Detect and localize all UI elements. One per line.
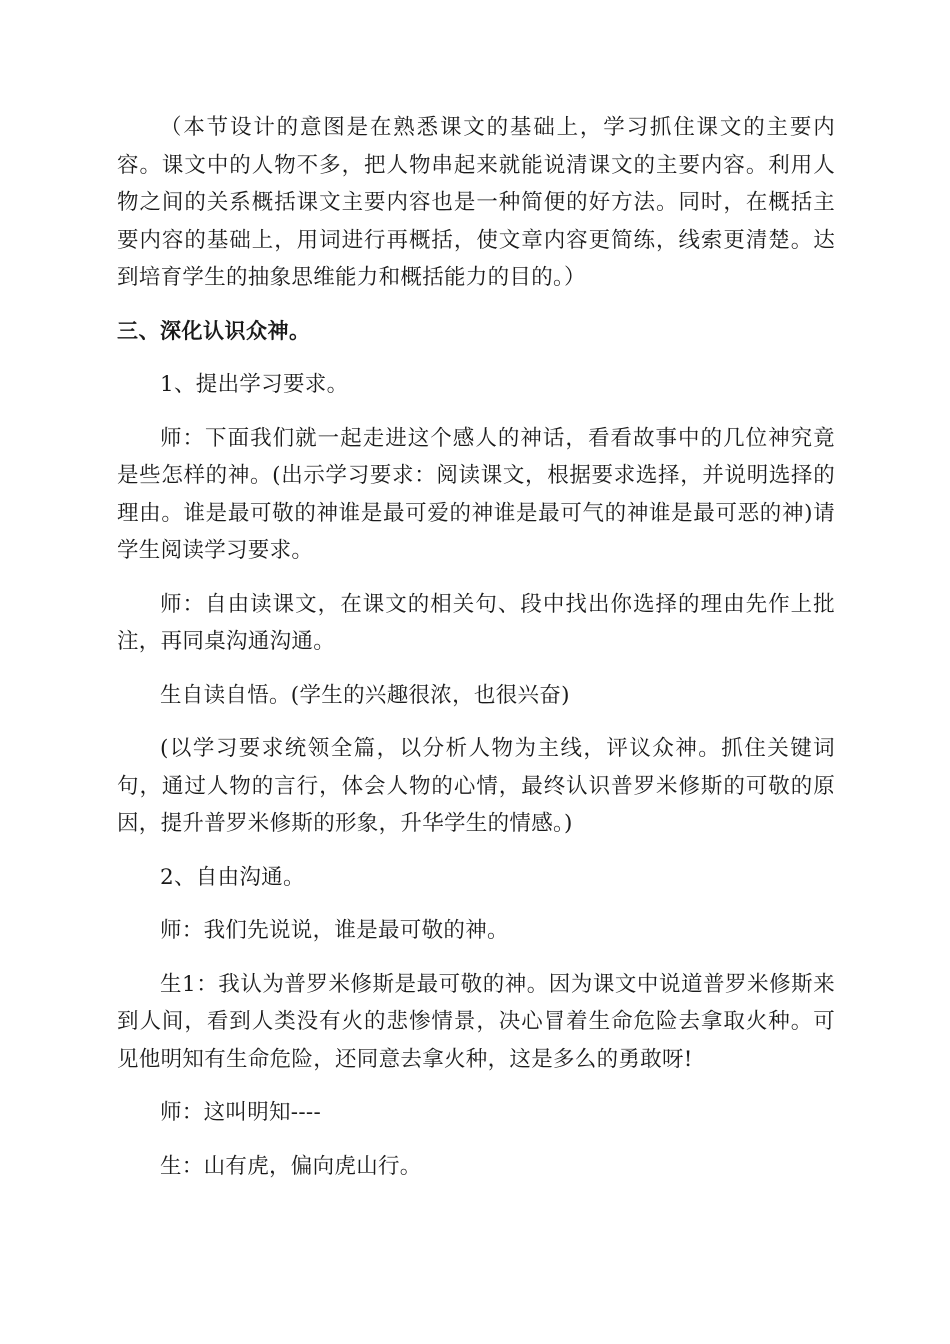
paragraph-step-2: 2、自由沟通。	[160, 864, 305, 890]
paragraph-student-self-read: 生自读自悟。(学生的兴趣很浓，也很兴奋)	[160, 682, 570, 708]
paragraph-teacher-2: 师：自由读课文，在课文的相关句、段中找出你选择的理由先作上批注，再同桌沟通沟通。	[117, 591, 835, 654]
paragraph-teacher-1: 师：下面我们就一起走进这个感人的神话，看看故事中的几位神究竟是些怎样的神。(出示学习要求：阅读课文，根据要求选择，并说明选择的理由。谁是最可敬的神谁是最可爱的神谁是最可气的神谁是最可恶的神)请学生阅读学习要求。	[117, 425, 835, 563]
paragraph-student-2: 生：山有虎，偏向虎山行。	[160, 1153, 422, 1179]
paragraph-teacher-4: 师：这叫明知----	[160, 1100, 322, 1125]
paragraph-teacher-3: 师：我们先说说，谁是最可敬的神。	[160, 918, 509, 943]
paragraph-student-1: 生1：我认为普罗米修斯是最可敬的神。因为课文中说道普罗米修斯来到人间，看到人类没有火的悲惨情景，决心冒着生命危险去拿取火种。可见他明知有生命危险，还同意去拿火种，这是多么的勇敢呀!	[117, 971, 835, 1072]
paragraph-step-1: 1、提出学习要求。	[160, 372, 349, 397]
document-body	[117, 109, 835, 1201]
section-heading-3: 三、深化认识众神。	[117, 318, 311, 343]
paragraph-design-intent-2: (以学习要求统领全篇，以分析人物为主线，评议众神。抓住关键词句，通过人物的言行，体会人物的心情，最终认识普罗米修斯的可敬的原因，提升普罗米修斯的形象，升华学生的情感。)	[117, 736, 835, 836]
paragraph-design-intent-1: （本节设计的意图是在熟悉课文的基础上，学习抓住课文的主要内容。课文中的人物不多，把人物串起来就能说清课文的主要内容。利用人物之间的关系概括课文主要内容也是一种简便的好方法。同时，在概括主要内容的基础上，用词进行再概括，使文章内容更简练，线索更清楚。达到培育学生的抽象思维能力和概括能力的目的。）	[117, 115, 835, 290]
